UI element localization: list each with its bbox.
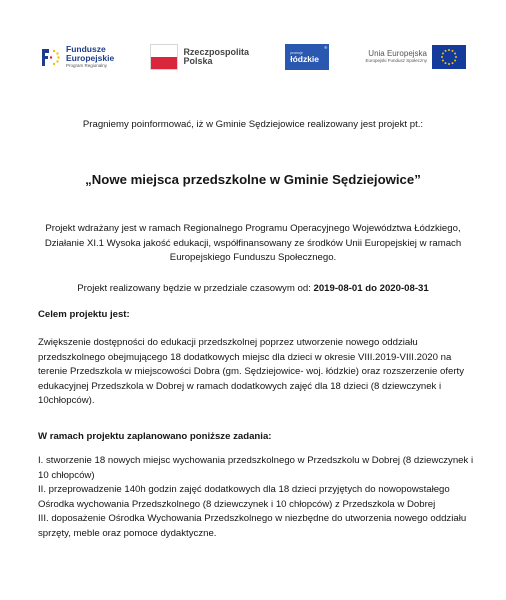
registered-mark: ® [324,45,328,50]
task-item: II. przeprowadzenie 140h godzin zajęć dodatkowych dla 18 dzieci przyjętych do nowopowstałego Ośrodka wychowania Przedszkolnego (8 dziewczynek i 10 chłopców) z Przedszkola w Dobrej [38,484,450,510]
rzeczpospolita-line2: Polska [183,56,213,66]
lodzkie-badge [285,44,329,70]
unia-line1: Unia Europejska [368,49,427,59]
tasks-list [38,454,474,541]
fundusze-line1: Fundusze [66,44,106,55]
project-description: Projekt wdrażany jest w ramach Regionalnego Programu Operacyjnego Województwa Łódzkiego, Działanie XI.1 Wysoka jakość edukacji, współfinansowany ze środków Unii Europejskiej w ramach Europejskiego Funduszu Społecznego. [44,223,462,263]
unia-line2: Europejski Fundusz Społeczny [365,57,427,63]
task-item: I. stworzenie 18 nowych miejsc wychowania przedszkolnego w Przedszkolu w Dobrej (8 dziewczynek i 10 chłopców) [38,455,474,481]
eu-flag-icon [432,45,466,69]
logo-bar [40,36,466,78]
lodzkie-main: łódzkie [290,53,320,64]
fundusze-line2: Europejskie [66,53,115,64]
unia-europejska-logo [365,45,466,69]
period-prefix: Projekt realizowany będzie w przedziale czasowym od: [77,283,314,294]
period-dates: 2019-08-01 do 2020-08-31 [313,283,429,294]
intro-text: Pragniemy poinformować, iż w Gminie Sędziejowice realizowany jest projekt pt.: [82,119,424,130]
lodzkie-small: promuje [290,50,303,55]
polish-flag-icon [150,44,178,70]
fundusze-europejskie-logo [40,45,114,69]
fundusze-line3: Program Regionalny [66,63,108,69]
project-period [38,282,468,297]
rzeczpospolita-polska-logo [150,44,249,70]
project-title: „Nowe miejsca przedszkolne w Gminie Sędziejowice” [85,172,421,187]
lodzkie-logo [285,44,329,70]
task-item: III. doposażenie Ośrodka Wychowania Przedszkolnego w niezbędne do utworzenia nowego oddziału sprzęty, meble oraz pomoce dydaktyczne. [38,513,467,539]
fundusze-europejskie-icon [40,45,62,69]
goal-body: Zwiększenie dostępności do edukacji przedszkolnej poprzez utworzenie nowego oddziału przedszkolnego obejmującego 18 dodatkowych miejsc dla dzieci w okresie VIII.2019-VIII.2020 na terenie Przedszkola w miejscowości Dobra (gm. Sędziejowice- woj. łódzkie) oraz rozszerzenie oferty edukacyjnej Przedszkola w Dobrej w ramach dodatkowych zajęć dla 18 dzieci (8 dziewczynek i 10chłopców). [38,337,465,406]
goal-heading: Celem projektu jest: [38,309,130,320]
rzeczpospolita-line1: Rzeczpospolita [183,46,249,57]
tasks-heading: W ramach projektu zaplanowano poniższe zadania: [38,431,272,442]
